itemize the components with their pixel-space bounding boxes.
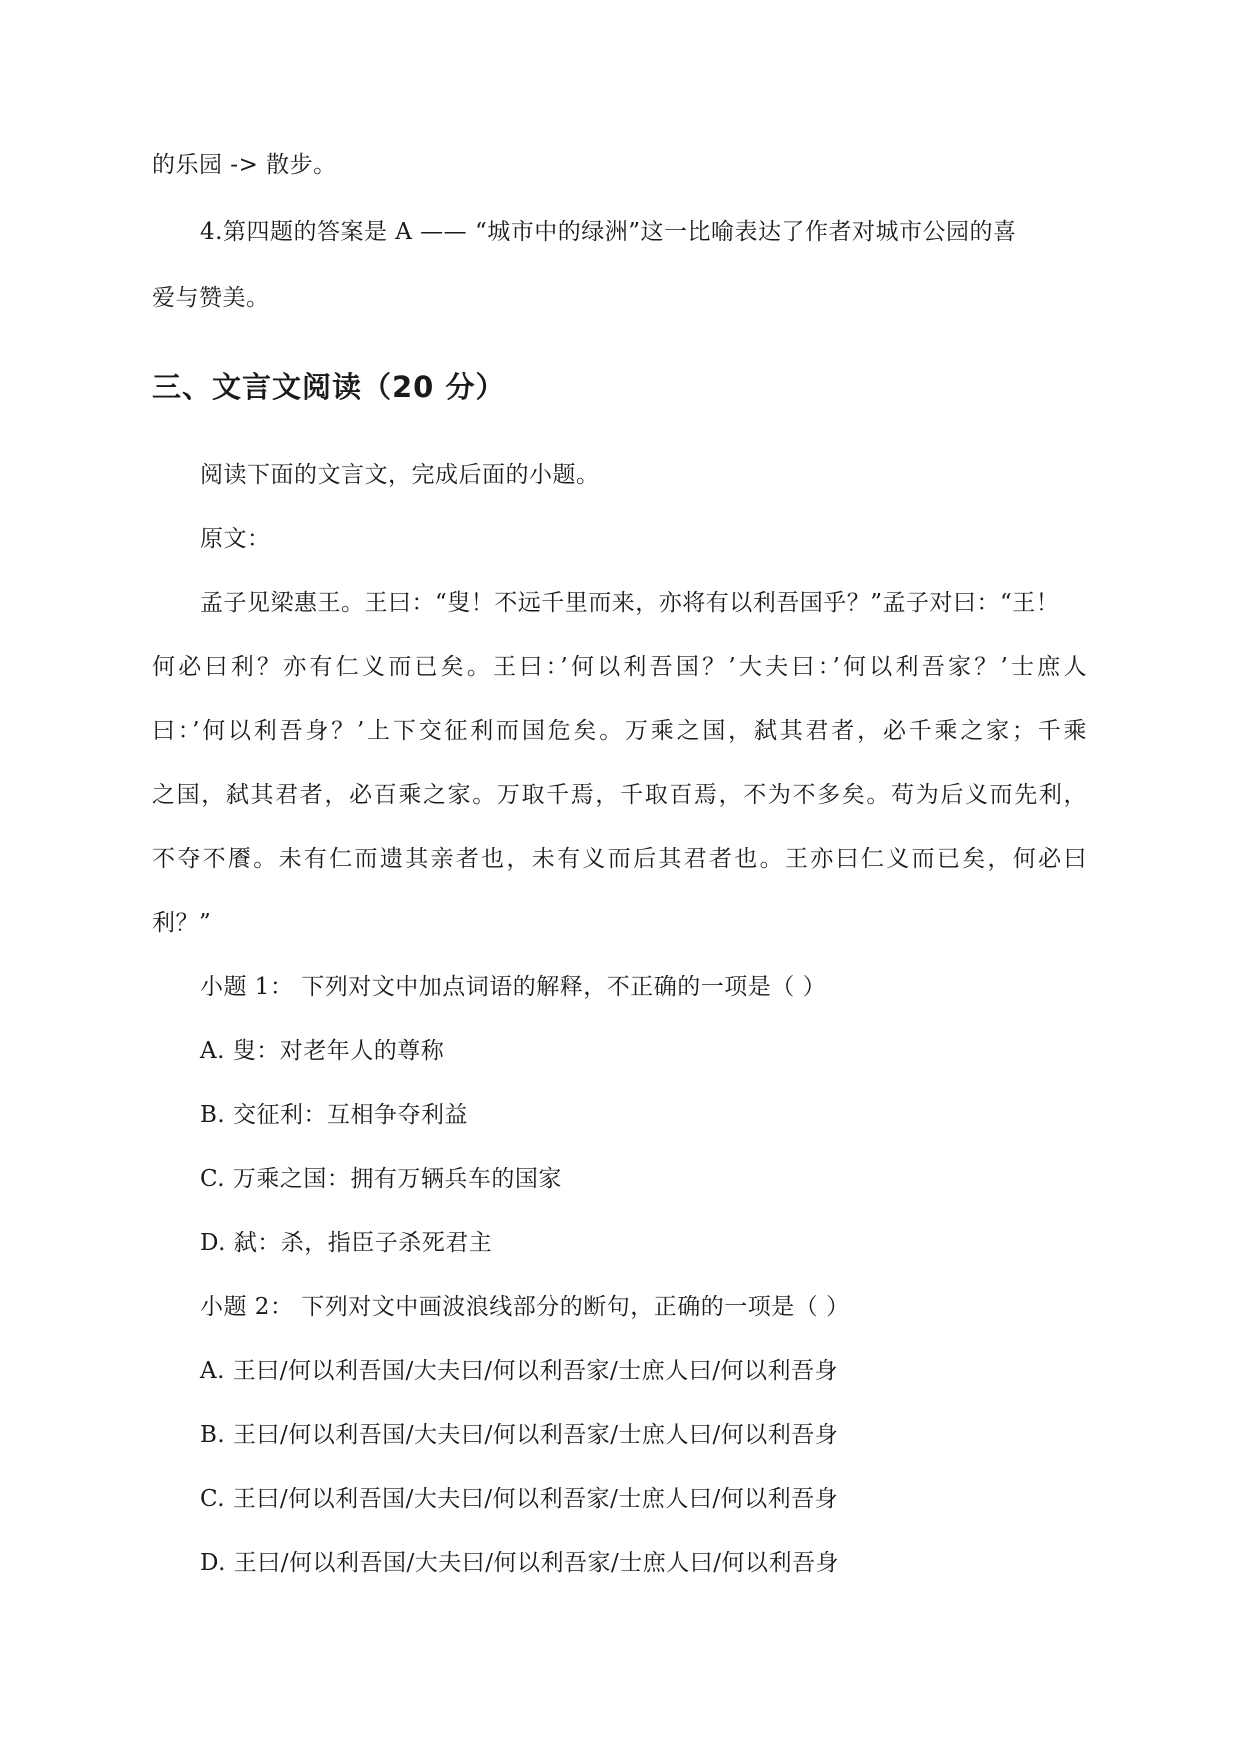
question-2-option-b: B. 王曰/何以利吾国/大夫曰/何以利吾家/士庶人曰/何以利吾身 bbox=[200, 1422, 839, 1448]
passage-line: 之国，弑其君者，必百乘之家。万取千焉，千取百焉，不为不多矣。苟为后义而先利， bbox=[152, 782, 1087, 808]
answer-4-line-2: 爱与赞美。 bbox=[152, 285, 270, 311]
passage-line: 利？” bbox=[152, 910, 212, 936]
question-2-option-a: A. 王曰/何以利吾国/大夫曰/何以利吾家/士庶人曰/何以利吾身 bbox=[200, 1358, 838, 1384]
question-1-prompt: 小题 1： 下列对文中加点词语的解释，不正确的一项是（ ） bbox=[200, 974, 827, 1000]
question-1-option-d: D. 弑：杀，指臣子杀死君主 bbox=[200, 1230, 493, 1256]
instruction-text: 阅读下面的文言文，完成后面的小题。 bbox=[200, 462, 600, 488]
question-1-option-a: A. 叟：对老年人的尊称 bbox=[200, 1038, 445, 1064]
passage-line: 孟子见梁惠王。王曰：“叟！不远千里而来，亦将有以利吾国乎？”孟子对曰：“王！ bbox=[200, 590, 1060, 616]
passage-line: 不夺不餍。未有仁而遗其亲者也，未有义而后其君者也。王亦曰仁义而已矣，何必曰 bbox=[152, 846, 1087, 872]
original-label: 原文： bbox=[200, 526, 271, 552]
question-1-option-b: B. 交征利：互相争夺利益 bbox=[200, 1102, 469, 1128]
answer-3-continuation: 的乐园 -> 散步。 bbox=[152, 152, 337, 178]
question-2-prompt: 小题 2： 下列对文中画波浪线部分的断句，正确的一项是（ ） bbox=[200, 1294, 850, 1320]
question-1-option-c: C. 万乘之国：拥有万辆兵车的国家 bbox=[200, 1166, 562, 1192]
answer-4-line-1: 4.第四题的答案是 A —— “城市中的绿洲”这一比喻表达了作者对城市公园的喜 bbox=[200, 219, 1017, 245]
passage-line: 何必曰利？亦有仁义而已矣。王曰：’何以利吾国？’大夫曰：’何以利吾家？’士庶人 bbox=[152, 654, 1087, 680]
question-2-option-c: C. 王曰/何以利吾国/大夫曰/何以利吾家/士庶人曰/何以利吾身 bbox=[200, 1486, 839, 1512]
question-2-option-d: D. 王曰/何以利吾国/大夫曰/何以利吾家/士庶人曰/何以利吾身 bbox=[200, 1550, 839, 1576]
passage-line: 曰：’何以利吾身？’上下交征利而国危矣。万乘之国，弑其君者，必千乘之家；千乘 bbox=[152, 718, 1087, 744]
section-heading: 三、文言文阅读（20 分） bbox=[152, 370, 506, 404]
